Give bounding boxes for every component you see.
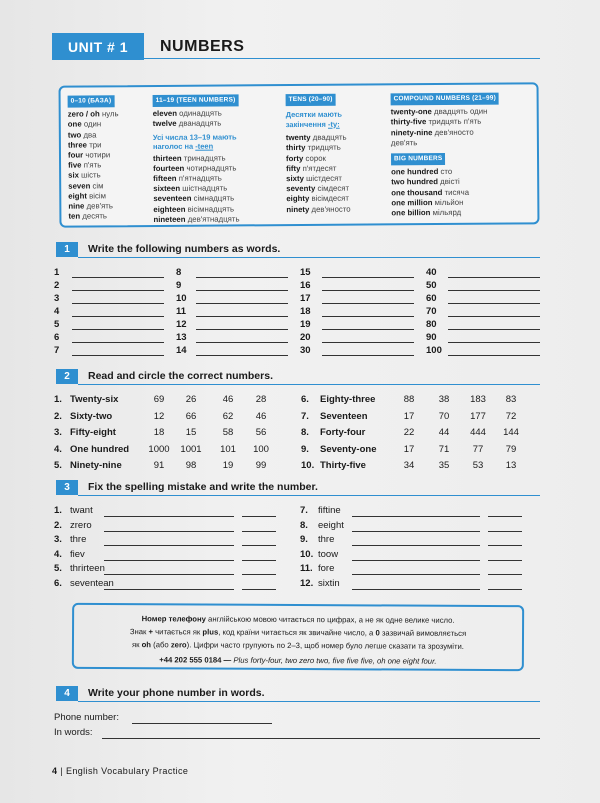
answer-line[interactable] — [322, 329, 414, 330]
item-number: 80 — [426, 319, 437, 330]
number-word: Thirty-five — [320, 460, 366, 471]
vocab-item: seventy сімдесят — [286, 183, 350, 194]
number-option[interactable]: 79 — [505, 443, 517, 455]
tag-compound: COMPOUND NUMBERS (21–99) — [391, 93, 499, 106]
answer-line[interactable] — [72, 355, 164, 356]
number-option[interactable]: 72 — [505, 410, 517, 422]
number-option[interactable]: 38 — [438, 394, 450, 405]
answer-line[interactable] — [196, 355, 288, 356]
item-number: 12 — [176, 319, 187, 330]
unit-label: UNIT # 1 — [52, 33, 144, 60]
number-option[interactable]: 91 — [153, 460, 165, 471]
item-number: 10. — [300, 548, 314, 560]
vocab-item: one billion мільярд — [391, 207, 462, 218]
vocab-col-compound: COMPOUND NUMBERS (21–99) twenty-one двадцять один thirty-five тридцять п'ять ninety-nine дев'яносто дев'ять BIG NUMBERS one hundred сто two hundred двісті one thousand тисяча one million мільйон one billion мільярд — [391, 93, 500, 219]
vocab-item: six шість — [68, 170, 101, 181]
misspelled-word: thrirteen — [70, 563, 105, 574]
vocab-item: twelve дванадцять — [152, 118, 222, 129]
item-number: 14 — [176, 345, 187, 356]
answer-line[interactable] — [72, 316, 164, 317]
answer-line[interactable] — [72, 303, 164, 304]
number-option[interactable]: 35 — [438, 460, 450, 471]
vocab-item: eighteen вісімнадцять — [153, 204, 235, 214]
correct-word-line[interactable] — [352, 574, 480, 575]
number-option[interactable]: 83 — [505, 394, 517, 405]
number-line[interactable] — [488, 560, 522, 561]
misspelled-word: sixtin — [318, 577, 340, 589]
section-1-title: Write the following numbers as words. — [88, 243, 281, 255]
correct-word-line[interactable] — [104, 560, 234, 561]
answer-line[interactable] — [196, 277, 288, 278]
correct-word-line[interactable] — [352, 545, 480, 546]
correct-word-line[interactable] — [104, 531, 234, 532]
answer-line[interactable] — [196, 342, 288, 343]
vocab-item: two два — [67, 130, 97, 140]
answer-line[interactable] — [72, 277, 164, 278]
number-option[interactable]: 144 — [503, 427, 519, 438]
answer-line[interactable] — [448, 355, 540, 356]
section-2-title: Read and circle the correct numbers. — [88, 370, 273, 382]
answer-line[interactable] — [322, 303, 414, 304]
number-option[interactable]: 183 — [470, 394, 486, 405]
number-option[interactable]: 13 — [505, 460, 517, 471]
misspelled-word: thre — [318, 534, 335, 545]
misspelled-word: thre — [70, 534, 87, 545]
number-option[interactable]: 17 — [403, 410, 415, 422]
answer-line[interactable] — [196, 303, 288, 304]
page-footer: 4 | English Vocabulary Practice — [52, 766, 189, 776]
item-number: 8. — [301, 427, 309, 438]
number-option[interactable]: 28 — [255, 394, 267, 405]
number-option[interactable]: 99 — [255, 460, 267, 471]
item-number: 50 — [426, 280, 437, 291]
item-number: 100 — [426, 345, 442, 356]
phone-info-box: Номер телефону англійською мовою читається по цифрах, а не як одне велике число. Знак + читається як plus, код країни читається як звичайне число, а 0 зазвичай вимовляється як oh (або zero). Цифри часто групують по 2–3, щоб номер було легше сказати та зрозуміти. +44 202 555 0184 — Plus forty-four, two zero two, five five five, oh one eight four. — [72, 603, 524, 671]
item-number: 17 — [300, 293, 311, 304]
tag-basics: 0–10 (БАЗА) — [68, 95, 115, 108]
misspelled-word: fiftine — [318, 505, 341, 516]
section-4-title: Write your phone number in words. — [88, 687, 265, 699]
correct-word-line[interactable] — [104, 589, 234, 590]
vocab-item: ten десять — [68, 211, 107, 221]
item-number: 90 — [426, 332, 437, 343]
correct-word-line[interactable] — [104, 545, 234, 546]
number-option[interactable]: 19 — [222, 460, 234, 471]
section-4-number: 4 — [56, 686, 78, 701]
vocab-item: zero / oh нуль — [67, 109, 119, 119]
vocab-item: ninety дев'яносто — [286, 204, 351, 214]
vocab-item: fifty п'ятдесят — [286, 163, 337, 173]
item-number: 60 — [426, 293, 437, 304]
vocab-item: nineteen дев'ятнадцять — [153, 214, 240, 224]
number-word: Sixty-two — [70, 410, 113, 422]
answer-line[interactable] — [448, 303, 540, 304]
number-word: Ninety-nine — [70, 460, 122, 471]
phone-number-field[interactable] — [132, 723, 272, 724]
number-word: Twenty-six — [70, 394, 119, 405]
number-option[interactable]: 53 — [472, 460, 484, 471]
item-number: 6 — [54, 332, 60, 343]
item-number: 8 — [176, 267, 182, 278]
answer-line[interactable] — [72, 329, 164, 330]
vocab-col-tens — [286, 94, 351, 215]
page-title: NUMBERS — [160, 38, 245, 55]
vocab-item: four чотири — [67, 150, 111, 160]
answer-line[interactable] — [322, 277, 414, 278]
item-number: 9. — [300, 534, 308, 545]
correct-word-line[interactable] — [352, 531, 480, 532]
section-1-number: 1 — [56, 242, 78, 257]
vocab-item: one million мільйон — [391, 197, 464, 208]
number-option[interactable]: 77 — [472, 443, 484, 455]
answer-line[interactable] — [448, 342, 540, 343]
item-number: 4 — [54, 306, 60, 317]
vocab-item: one thousand тисяча — [391, 187, 470, 197]
section-2-rule — [78, 384, 540, 385]
item-number: 9 — [176, 280, 182, 291]
number-line[interactable] — [242, 560, 276, 561]
item-number: 11 — [176, 306, 187, 317]
item-number: 5. — [54, 563, 62, 574]
misspelled-word: toow — [318, 548, 339, 560]
correct-word-line[interactable] — [352, 560, 480, 561]
answer-line[interactable] — [448, 277, 540, 278]
vocab-item: seven сім — [68, 180, 104, 191]
number-line[interactable] — [488, 545, 522, 546]
vocab-col-basics — [68, 95, 120, 222]
item-number: 40 — [426, 267, 437, 278]
vocab-item: nine дев'ять — [68, 201, 113, 211]
item-number: 18 — [300, 306, 311, 317]
item-number: 10. — [301, 460, 315, 471]
misspelled-word: seventean — [70, 577, 114, 589]
section-3-rule — [78, 495, 540, 496]
teen-note: Усі числа 13–19 мають наголос на -teen — [152, 132, 237, 152]
answer-line[interactable] — [196, 290, 288, 291]
number-option[interactable]: 18 — [153, 427, 165, 438]
item-number: 1. — [54, 505, 62, 516]
number-option[interactable]: 26 — [185, 394, 197, 405]
number-option[interactable]: 71 — [438, 443, 450, 455]
in-words-field[interactable] — [102, 738, 540, 739]
number-option[interactable]: 70 — [438, 410, 450, 422]
item-number: 9. — [301, 443, 309, 455]
item-number: 3. — [54, 427, 62, 438]
item-number: 19 — [300, 319, 311, 330]
answer-line[interactable] — [322, 355, 414, 356]
item-number: 7. — [300, 505, 308, 516]
item-number: 6. — [301, 394, 309, 405]
number-line[interactable] — [242, 516, 276, 517]
vocab-item: three три — [67, 140, 102, 150]
misspelled-word: eeight — [318, 519, 344, 531]
item-number: 7 — [54, 345, 60, 356]
vocab-item: thirty тридцять — [285, 143, 341, 153]
number-line[interactable] — [242, 545, 276, 546]
item-number: 12. — [300, 577, 314, 589]
item-number: 3. — [54, 534, 62, 545]
answer-line[interactable] — [196, 316, 288, 317]
answer-line[interactable] — [196, 329, 288, 330]
item-number: 2. — [54, 519, 62, 531]
section-4-rule — [78, 701, 540, 702]
item-number: 11. — [300, 563, 313, 574]
answer-line[interactable] — [448, 290, 540, 291]
number-option[interactable]: 98 — [185, 460, 197, 471]
number-option[interactable]: 66 — [185, 410, 197, 422]
number-option[interactable]: 15 — [185, 427, 197, 438]
number-option[interactable]: 101 — [220, 443, 236, 455]
vocab-item: thirty-five тридцять п'ять — [390, 117, 482, 127]
vocab-item: five п'ять — [68, 160, 102, 170]
number-option[interactable]: 1001 — [180, 443, 202, 455]
tag-big: BIG NUMBERS — [391, 153, 446, 166]
vocab-col-teens — [153, 94, 240, 225]
item-number: 4. — [54, 548, 62, 560]
number-option[interactable]: 17 — [403, 443, 415, 455]
correct-word-line[interactable] — [352, 589, 480, 590]
section-1-rule — [78, 257, 540, 258]
answer-line[interactable] — [72, 342, 164, 343]
vocab-item: eighty вісімдесят — [286, 194, 349, 204]
item-number: 5 — [54, 319, 60, 330]
vocab-item: fourteen чотирнадцять — [153, 163, 237, 173]
tag-teens: 11–19 (TEEN NUMBERS) — [153, 94, 239, 107]
misspelled-word: fore — [318, 563, 335, 574]
number-option[interactable]: 58 — [222, 427, 234, 438]
number-option[interactable]: 1000 — [148, 443, 170, 455]
vocab-item: sixteen шістнадцять — [153, 183, 228, 194]
number-option[interactable]: 56 — [255, 427, 267, 438]
number-word: Seventeen — [320, 410, 368, 422]
vocab-item: eleven одинадцять — [152, 108, 222, 119]
section-3-title: Fix the spelling mistake and write the number. — [88, 481, 318, 493]
phone-number-label: Phone number: — [54, 712, 119, 723]
misspelled-word: zrero — [70, 519, 92, 531]
vocab-item: two hundred двісті — [391, 177, 460, 187]
number-option[interactable]: 46 — [222, 394, 234, 405]
item-number: 1. — [54, 394, 62, 405]
number-line[interactable] — [242, 531, 276, 532]
misspelled-word: fiev — [70, 548, 85, 560]
answer-line[interactable] — [72, 290, 164, 291]
number-option[interactable]: 44 — [438, 427, 450, 438]
item-number: 10 — [176, 293, 187, 304]
answer-line[interactable] — [448, 316, 540, 317]
item-number: 16 — [300, 280, 311, 291]
item-number: 3 — [54, 293, 60, 304]
number-word: One hundred — [70, 443, 130, 455]
number-option[interactable]: 22 — [403, 427, 415, 438]
answer-line[interactable] — [322, 342, 414, 343]
section-2-number: 2 — [56, 369, 78, 384]
item-number: 15 — [300, 267, 311, 278]
tens-note: Десятки мають закінчення -ty: — [285, 109, 343, 129]
vocab-item: twenty-one двадцять один — [390, 106, 488, 117]
item-number: 1 — [54, 267, 60, 278]
number-line[interactable] — [488, 516, 522, 517]
item-number: 20 — [300, 332, 311, 343]
item-number: 6. — [54, 577, 62, 589]
number-option[interactable]: 177 — [470, 410, 486, 422]
title-rule — [144, 58, 540, 59]
item-number: 30 — [300, 345, 311, 356]
item-number: 8. — [300, 519, 308, 531]
item-number: 13 — [176, 332, 187, 343]
number-word: Forty-four — [320, 427, 366, 438]
number-word: Fifty-eight — [70, 427, 116, 438]
answer-line[interactable] — [322, 316, 414, 317]
correct-word-line[interactable] — [104, 516, 234, 517]
item-number: 2 — [54, 280, 60, 291]
vocab-item: one hundred сто — [391, 167, 453, 177]
number-option[interactable]: 12 — [153, 410, 165, 422]
vocab-item: seventeen сімнадцять — [153, 193, 235, 204]
correct-word-line[interactable] — [352, 516, 480, 517]
number-line[interactable] — [488, 589, 522, 590]
vocab-item: one один — [67, 119, 102, 130]
answer-line[interactable] — [322, 290, 414, 291]
number-line[interactable] — [488, 574, 522, 575]
answer-line[interactable] — [448, 329, 540, 330]
correct-word-line[interactable] — [104, 574, 234, 575]
number-word: Eighty-three — [320, 394, 376, 405]
section-3-number: 3 — [56, 480, 78, 495]
item-number: 7. — [301, 410, 309, 422]
vocab-item: forty сорок — [285, 153, 326, 163]
vocab-item: fifteen п'ятнадцять — [153, 173, 222, 184]
misspelled-word: twant — [70, 505, 93, 516]
vocab-item: sixty шістдесят — [286, 173, 342, 184]
number-option[interactable]: 100 — [253, 443, 269, 455]
number-line[interactable] — [242, 589, 276, 590]
tag-tens: TENS (20–90) — [286, 94, 336, 107]
vocabulary-box — [59, 82, 540, 227]
item-number: 5. — [54, 460, 62, 471]
number-option[interactable]: 62 — [222, 410, 234, 422]
number-option[interactable]: 444 — [470, 427, 486, 438]
number-option[interactable]: 88 — [403, 394, 415, 405]
number-option[interactable]: 46 — [255, 410, 267, 422]
item-number: 70 — [426, 306, 437, 317]
number-word: Seventy-one — [320, 443, 377, 455]
vocab-item: ninety-nine дев'яносто — [390, 127, 474, 137]
item-number: 4. — [54, 443, 62, 455]
number-option[interactable]: 34 — [403, 460, 415, 471]
number-option[interactable]: 69 — [153, 394, 165, 405]
vocab-item: thirteen тринадцять — [152, 153, 226, 163]
number-line[interactable] — [488, 531, 522, 532]
number-line[interactable] — [242, 574, 276, 575]
vocab-item: eight вісім — [68, 191, 106, 201]
item-number: 2. — [54, 410, 62, 422]
vocab-item: twenty двадцять — [285, 132, 347, 143]
in-words-label: In words: — [54, 727, 93, 738]
